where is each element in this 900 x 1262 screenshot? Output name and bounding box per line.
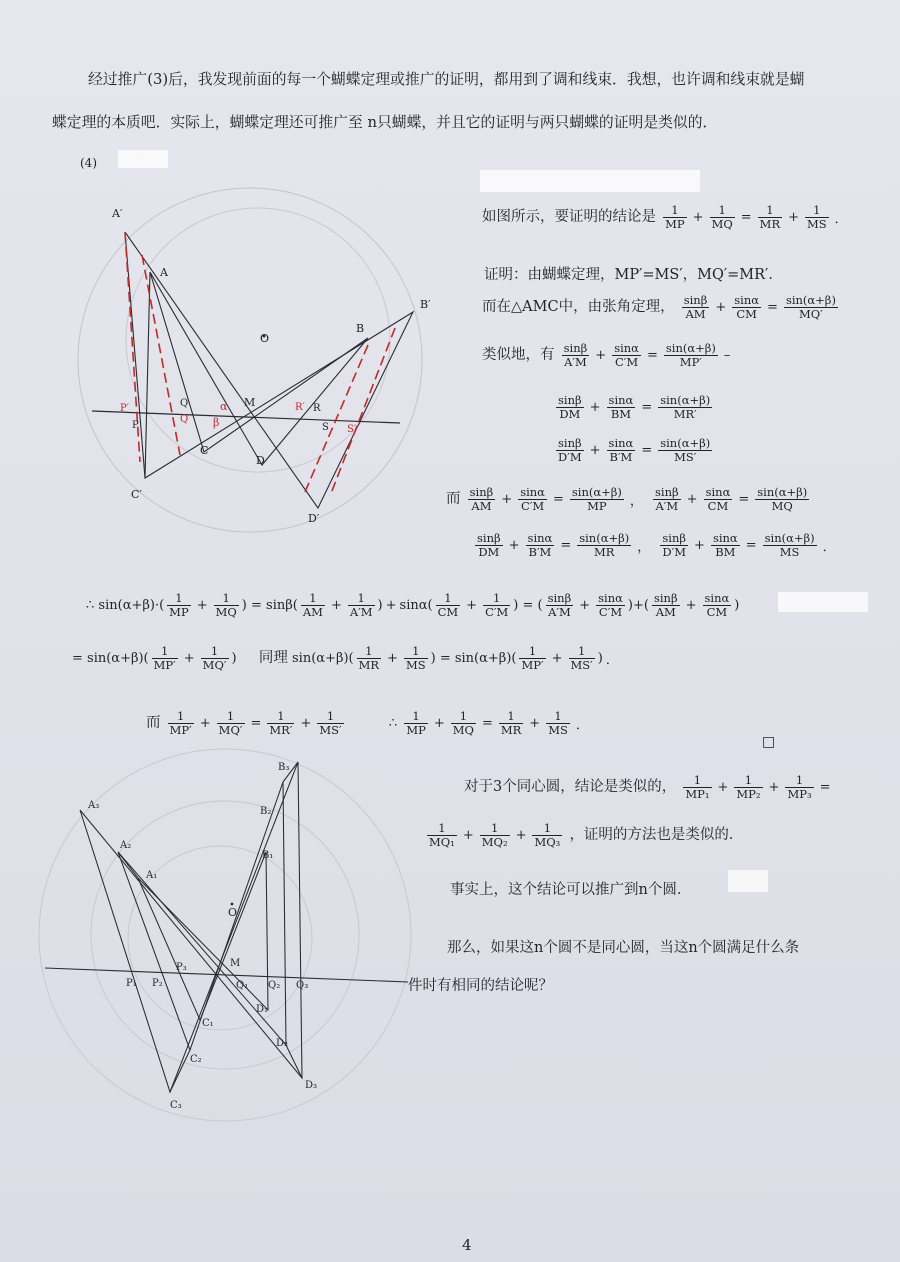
- label-alpha: α: [220, 400, 228, 413]
- er-equation-2: $\frac{\sin\beta}{DM}$ + $\frac{\sin\alpha}{B'M}$ = $\frac{\sin(\alpha+\beta)}{MR}$ ， $\frac{\sin\beta}{D'M}$ + $\frac{\sin\alpha}{BM}$ = $\frac{\sin(\alpha+\beta)}{MS}$ ．: [477, 531, 836, 560]
- label-P: P: [132, 420, 139, 431]
- label-beta: β: [213, 416, 220, 429]
- label-Q3: Q₃: [296, 980, 309, 991]
- label-C2: C₂: [190, 1054, 202, 1065]
- er-equation-1: 而 $\frac{\sin\beta}{AM}$ + $\frac{\sin\alpha}{C'M}$ = $\frac{\sin(\alpha+\beta)}{MP}$ ， $\frac{\sin\beta}{A'M}$ + $\frac{\sin\alpha}{CM}$ = $\frac{\sin(\alpha+\beta)}{MQ}$: [446, 485, 808, 514]
- fig2-chord-line: [45, 968, 408, 982]
- label-M-fig2: M: [230, 958, 241, 969]
- label-A3: A₃: [88, 800, 100, 811]
- label-B2: B₂: [260, 806, 272, 817]
- label-B-prime: B′: [420, 298, 431, 311]
- label-Q2: Q₂: [268, 980, 281, 991]
- label-A1: A₁: [146, 870, 158, 881]
- label-D-prime: D′: [308, 512, 320, 525]
- label-M: M: [244, 396, 256, 409]
- extend-statement: 事实上，这个结论可以推广到n个圆．: [450, 882, 692, 898]
- angle-theorem-equation: 而在△AMC中，由张角定理， $\frac{\sin\beta}{AM}$ + $\frac{\sin\alpha}{CM}$ = $\frac{\sin(\alpha+\beta)}{MQ'}$: [482, 293, 836, 322]
- question-line-2: 件时有相同的结论呢？: [408, 978, 553, 994]
- intro-line-1: 经过推广(3)后，我发现前面的每一个蝴蝶定理或推广的证明，都用到了调和线束．我想，也许调和线束就是蝴: [88, 71, 805, 88]
- label-D3: D₃: [305, 1080, 318, 1091]
- similar-equation-1: 类似地，有 $\frac{\sin\beta}{A'M}$ + $\frac{\sin\alpha}{C'M}$ = $\frac{\sin(\alpha+\beta)}{MP'}$ –: [482, 341, 731, 370]
- label-A-prime: A′: [112, 207, 123, 220]
- similar-equation-3: $\frac{\sin\beta}{D'M}$ + $\frac{\sin\alpha}{B'M}$ = $\frac{\sin(\alpha+\beta)}{MS'}$: [558, 436, 711, 465]
- section-label: (4): [80, 156, 97, 170]
- label-P-prime: P′: [120, 403, 129, 414]
- label-C3: C₃: [170, 1100, 182, 1111]
- label-P2: P₂: [152, 978, 163, 989]
- label-O-fig2: O: [228, 906, 238, 919]
- proof-line: 证明：由蝴蝶定理，MP′=MS′，MQ′=MR′．: [484, 267, 783, 283]
- butterfly-1: [138, 852, 268, 1020]
- label-D2: D₂: [276, 1038, 289, 1049]
- label-Q-prime: Q′: [180, 414, 191, 425]
- qed-mark: □: [762, 734, 776, 750]
- page-number: 4: [462, 1236, 472, 1254]
- derivation-line-1: ∴ sin(α+β)·( $\frac{1}{MP}$ + $\frac{1}{MQ}$ ) = sinβ( $\frac{1}{AM}$ + $\frac{1}{A'M}$ ) + sinα( $\frac{1}{CM}$ + $\frac{1}{C'M}$ ) = ( $\frac{\sin\beta}{A'M}$ + $\frac{\sin\alpha}{C'M}$ )+( $\frac{\sin\beta}{AM}$ + $\frac{\sin\alpha}{CM}$ ): [86, 591, 740, 620]
- label-P1: P₁: [126, 978, 137, 989]
- label-C1: C₁: [202, 1018, 214, 1029]
- label-S-prime: S′: [347, 424, 357, 435]
- label-C-prime: C′: [131, 488, 142, 501]
- similar-equation-2: $\frac{\sin\beta}{DM}$ + $\frac{\sin\alpha}{BM}$ = $\frac{\sin(\alpha+\beta)}{MR'}$: [558, 393, 711, 422]
- label-D: D: [256, 454, 265, 467]
- label-D1: D₁: [256, 1004, 269, 1015]
- label-Q: Q: [180, 398, 189, 409]
- label-B1: B₁: [262, 850, 274, 861]
- label-P3: P₃: [176, 962, 187, 973]
- label-O: O: [260, 332, 270, 345]
- label-R: R: [313, 403, 321, 414]
- derivation-line-2: = sin(α+β)( $\frac{1}{MP'}$ + $\frac{1}{MQ'}$ ) 同理 sin(α+β)( $\frac{1}{MR}$ + $\frac{1}{MS}$ ) = sin(α+β)( $\frac{1}{MP'}$ + $\frac{1}{MS'}$ ) ．: [72, 644, 619, 673]
- label-Q1: Q₁: [236, 980, 249, 991]
- question-line-1: 那么，如果这n个圆不是同心圆，当这n个圆满足什么条: [447, 940, 800, 956]
- intro-line-2: 蝶定理的本质吧．实际上，蝴蝶定理还可推广至 n只蝴蝶，并且它的证明与两只蝴蝶的证明是类似的．: [52, 114, 718, 131]
- label-B: B: [356, 322, 365, 335]
- label-A2: A₂: [120, 840, 132, 851]
- three-circles-line-2: $\frac{1}{\text{MQ₁}}$ + $\frac{1}{\text{MQ₂}}$ + $\frac{1}{\text{MQ₃}}$ ，证明的方法也是类似的．: [429, 821, 744, 850]
- label-C: C: [200, 444, 209, 457]
- derivation-line-3: 而 $\frac{1}{MP'}$ + $\frac{1}{MQ'}$ = $\frac{1}{MR'}$ + $\frac{1}{MS'}$ ∴ $\frac{1}{MP}$ + $\frac{1}{MQ}$ = $\frac{1}{MR}$ + $\frac{1}{MS}$ ．: [146, 709, 589, 738]
- label-B3: B₃: [278, 762, 290, 773]
- label-R-prime: R′: [295, 402, 305, 413]
- goal-statement: 如图所示，要证明的结论是 $\frac{1}{MP}$ + $\frac{1}{MQ}$ = $\frac{1}{MR}$ + $\frac{1}{MS}$ ．: [482, 203, 848, 232]
- three-circles-line-1: 对于3个同心圆，结论是类似的， $\frac{1}{\text{MP₁}}$ + $\frac{1}{\text{MP₂}}$ + $\frac{1}{\text{MP₃}}$ =: [464, 773, 831, 802]
- label-S: S: [322, 422, 329, 433]
- label-A: A: [160, 266, 168, 279]
